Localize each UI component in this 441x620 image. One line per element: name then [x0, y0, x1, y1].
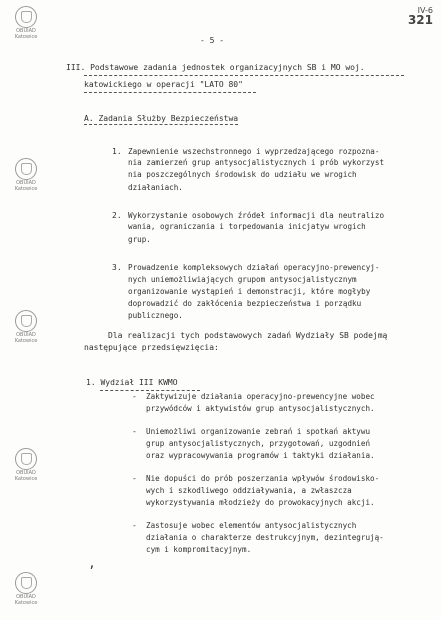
item-line: nych uniemożliwiających grupom antysocjalistycznym [128, 275, 357, 284]
item-line: nia zamierzeń grup antysocjalistycznych i prób wykorzyst [128, 158, 385, 167]
intro-line: Dla realizacji tych podstawowych zadań Wydziały SB podejmą [108, 331, 388, 340]
eagle-seal-icon [15, 310, 37, 332]
item-line: Zapewnienie wszechstronnego i wyprzedzającego rozpozna- [128, 147, 380, 156]
bullet-line: Zaktywizuje działania operacyjno-prewencyjne wobec [146, 392, 375, 401]
intro-line: następujące przedsięwzięcia: [84, 343, 219, 352]
bullet-line: Nie dopuści do prób poszerzania wpływów środowisko- [146, 474, 380, 483]
bullet-line: grup antysocjalistycznych, przygotowań, uzgodnień [146, 439, 371, 448]
item-line: publicznego. [128, 311, 183, 320]
item-number: 2. [112, 211, 122, 220]
bullet-line: działania o charakterze destrukcyjnym, dezintegrują- [146, 533, 384, 542]
title-underline [84, 92, 256, 93]
bullet-dash: - [132, 427, 137, 436]
eagle-seal-icon [15, 6, 37, 28]
stamp-label: OBUIAD Katowice [14, 594, 38, 606]
folio-mark: IV-6 [417, 6, 433, 15]
item-line: działaniach. [128, 183, 183, 192]
eagle-seal-icon [15, 572, 37, 594]
subsection-heading: A. Zadania Służby Bezpieczeństwa [84, 114, 239, 123]
archive-stamp [6, 448, 46, 482]
stamp-label: OBUIAD Katowice [14, 470, 38, 482]
item-line: Wykorzystanie osobowych źródeł informacji dla neutralizo [128, 211, 385, 220]
heading-underline [100, 390, 200, 391]
stamp-label: OBUIAD Katowice [14, 180, 38, 192]
bullet-dash: - [132, 521, 137, 530]
pen-mark: ʼ [88, 564, 96, 578]
item-line: organizowanie wystąpień i demonstracji, które mogłyby [128, 287, 371, 296]
bullet-dash: - [132, 474, 137, 483]
section-title-cont: katowickiego w operacji "LATO 80" [84, 80, 243, 89]
archive-stamp [6, 572, 46, 606]
archive-folio [408, 6, 433, 27]
page-number: - 5 - [200, 36, 225, 45]
stamp-label: OBUIAD Katowice [14, 332, 38, 344]
item-number: 3. [112, 263, 122, 272]
item-line: wania, ograniczania i torpedowania inicjatyw wrogich [128, 222, 366, 231]
bullet-line: Zastosuje wobec elementów antysocjalistycznych [146, 521, 357, 530]
archive-stamp [6, 6, 46, 40]
department-heading: 1. Wydział III KWMO [86, 378, 178, 387]
bullet-line: oraz wypracowywania programów i taktyki działania. [146, 451, 375, 460]
bullet-line: cym i kompromitacyjnym. [146, 545, 252, 554]
folio-number: 321 [407, 13, 433, 27]
eagle-seal-icon [15, 158, 37, 180]
item-line: grup. [128, 235, 151, 244]
bullet-line: wykorzystywania młodzieży do prowokacyjnych akcji. [146, 498, 375, 507]
title-underline [84, 75, 404, 76]
bullet-dash: - [132, 392, 137, 401]
archive-stamp [6, 310, 46, 344]
bullet-line: Uniemożliwi organizowanie zebrań i spotkań aktywu [146, 427, 371, 436]
bullet-line: przywódców i aktywistów grup antysocjalistycznych. [146, 404, 375, 413]
item-line: Prowadzenie kompleksowych działań operacyjno-prewencyj- [128, 263, 380, 272]
section-title: III. Podstawowe zadania jednostek organizacyjnych SB i MO woj. [66, 63, 365, 72]
item-line: nia poszczególnych środowisk do udziału we wrogich [128, 170, 357, 179]
eagle-seal-icon [15, 448, 37, 470]
item-line: doprowadzić do zakłócenia bezpieczeństwa i porządku [128, 299, 362, 308]
stamp-label: OBUIAD Katowice [14, 28, 38, 40]
bullet-line: wych i szkodliwego oddziaływania, a zwłaszcza [146, 486, 352, 495]
archive-stamp [6, 158, 46, 192]
item-number: 1. [112, 147, 122, 156]
